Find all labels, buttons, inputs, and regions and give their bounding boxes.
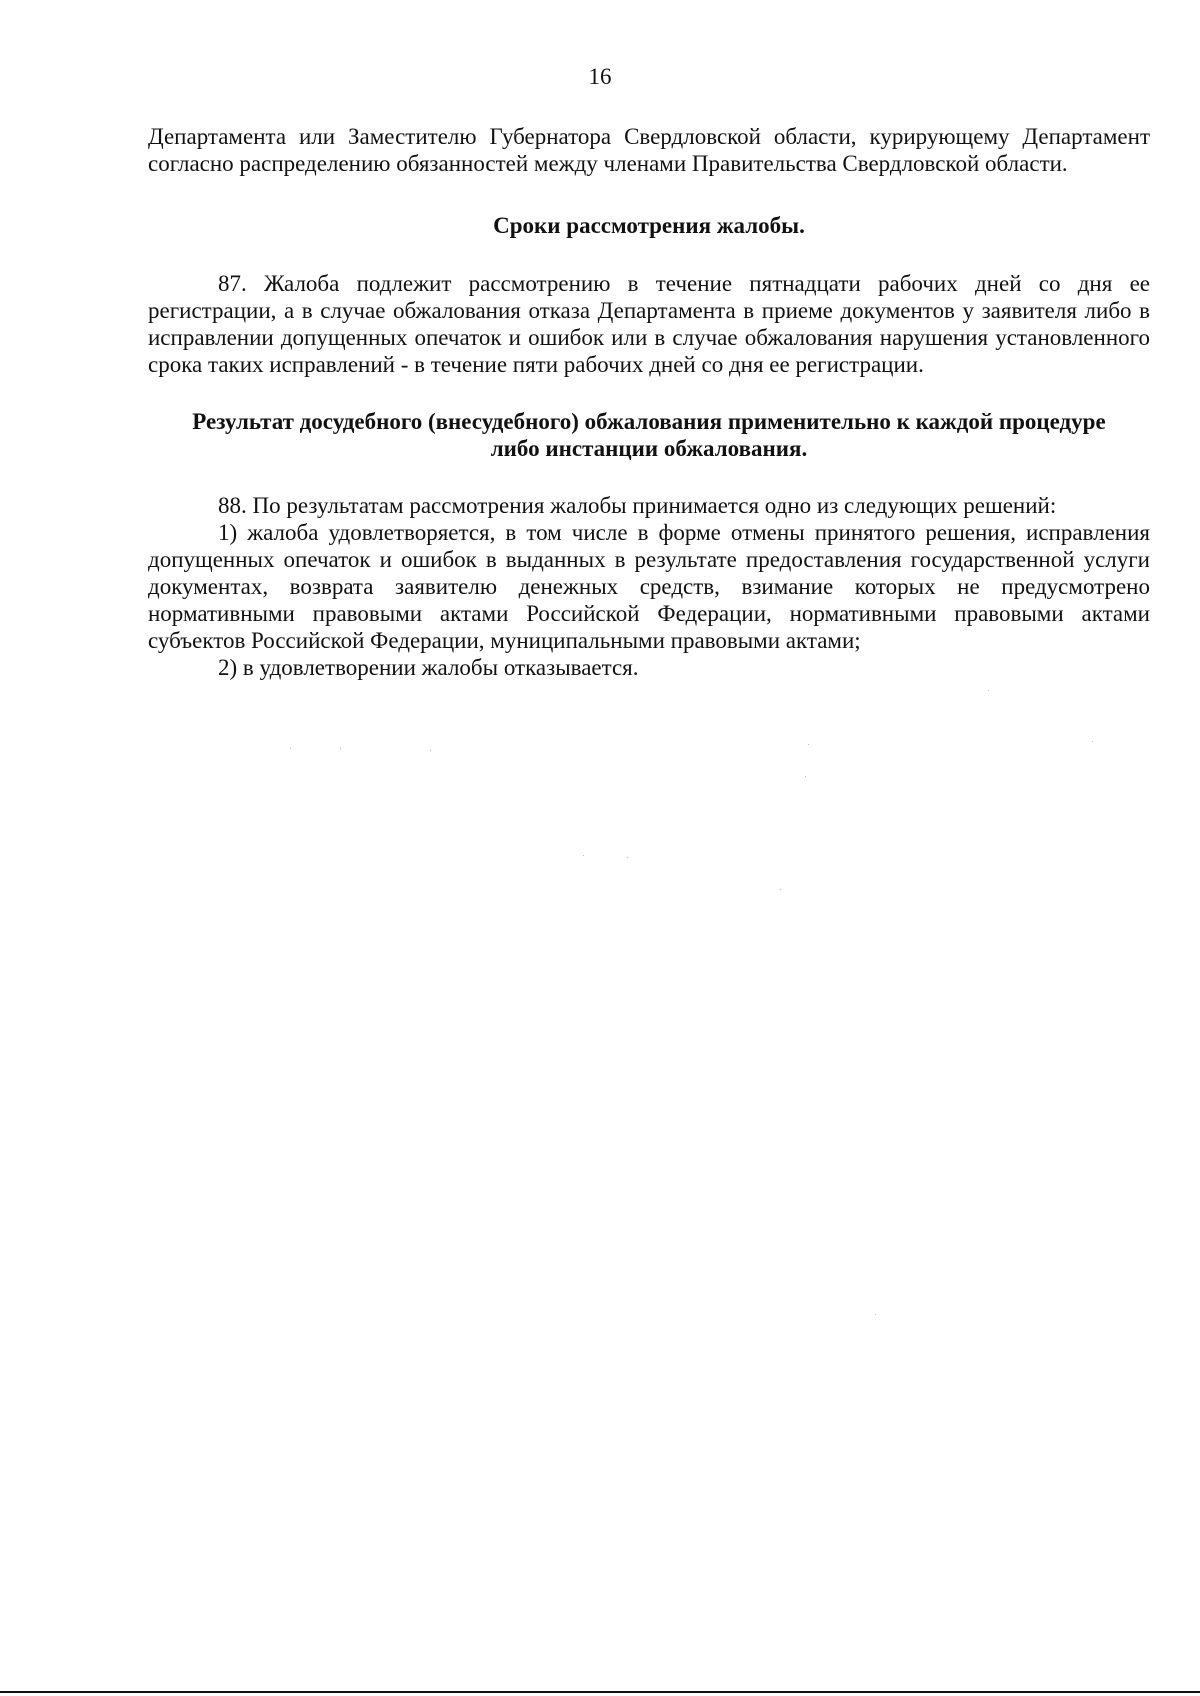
- paragraph-88: 88. По результатам рассмотрения жалобы принимается одно из следующих решений:: [218, 493, 1057, 518]
- scan-speck: [290, 748, 291, 749]
- section-heading-result-line1: Результат досудебного (внесудебного) обжалования применительно к каждой процедуре: [192, 409, 1106, 434]
- section-heading-terms: [148, 212, 1150, 239]
- intro-paragraph: Департамента или Заместителю Губернатора Свердловской области, курирующему Департамент согласно распределению обязанностей между членами Правительства Свердловской области.: [148, 124, 1150, 176]
- section-heading-result: [148, 408, 1150, 462]
- scan-speck: [583, 855, 584, 856]
- scan-speck: [627, 857, 628, 858]
- section-heading-terms-text: Сроки рассмотрения жалобы.: [493, 213, 805, 238]
- scan-speck: [805, 776, 806, 777]
- scan-speck: [780, 889, 781, 890]
- scan-speck: [340, 748, 341, 749]
- section-heading-result-line2: либо инстанции обжалования.: [490, 436, 808, 461]
- scan-speck: [430, 750, 431, 751]
- bottom-border-line: [0, 1691, 1200, 1693]
- list-item-2: 2) в удовлетворении жалобы отказывается.: [218, 655, 639, 680]
- scan-speck: [875, 1314, 876, 1315]
- page-number: 16: [588, 64, 612, 89]
- list-item-1: 1) жалоба удовлетворяется, в том числе в форме отмены принятого решения, исправления допущенных опечаток и ошибок в выданных в результате предоставления государственной услуги документах, возврата заявителю денежных средств, взимание которых не предусмотрено нормативными правовыми актами Российской Федерации, нормативными правовыми актами субъектов Российской Федерации, муниципальными правовыми актами;: [148, 520, 1150, 653]
- scan-speck: [808, 744, 809, 745]
- paragraph-88-block: [148, 492, 1150, 681]
- scan-speck: [1092, 741, 1093, 742]
- scan-speck: [988, 690, 989, 691]
- intro-paragraph-block: [148, 123, 1150, 177]
- paragraph-87-block: [148, 270, 1150, 378]
- paragraph-87: 87. Жалоба подлежит рассмотрению в течение пятнадцати рабочих дней со дня ее регистрации, а в случае обжалования отказа Департамента в приеме документов у заявителя либо в исправлении допущенных опечаток и ошибок или в случае обжалования нарушения установленного срока таких исправлений - в течение пяти рабочих дней со дня ее регистрации.: [148, 271, 1150, 377]
